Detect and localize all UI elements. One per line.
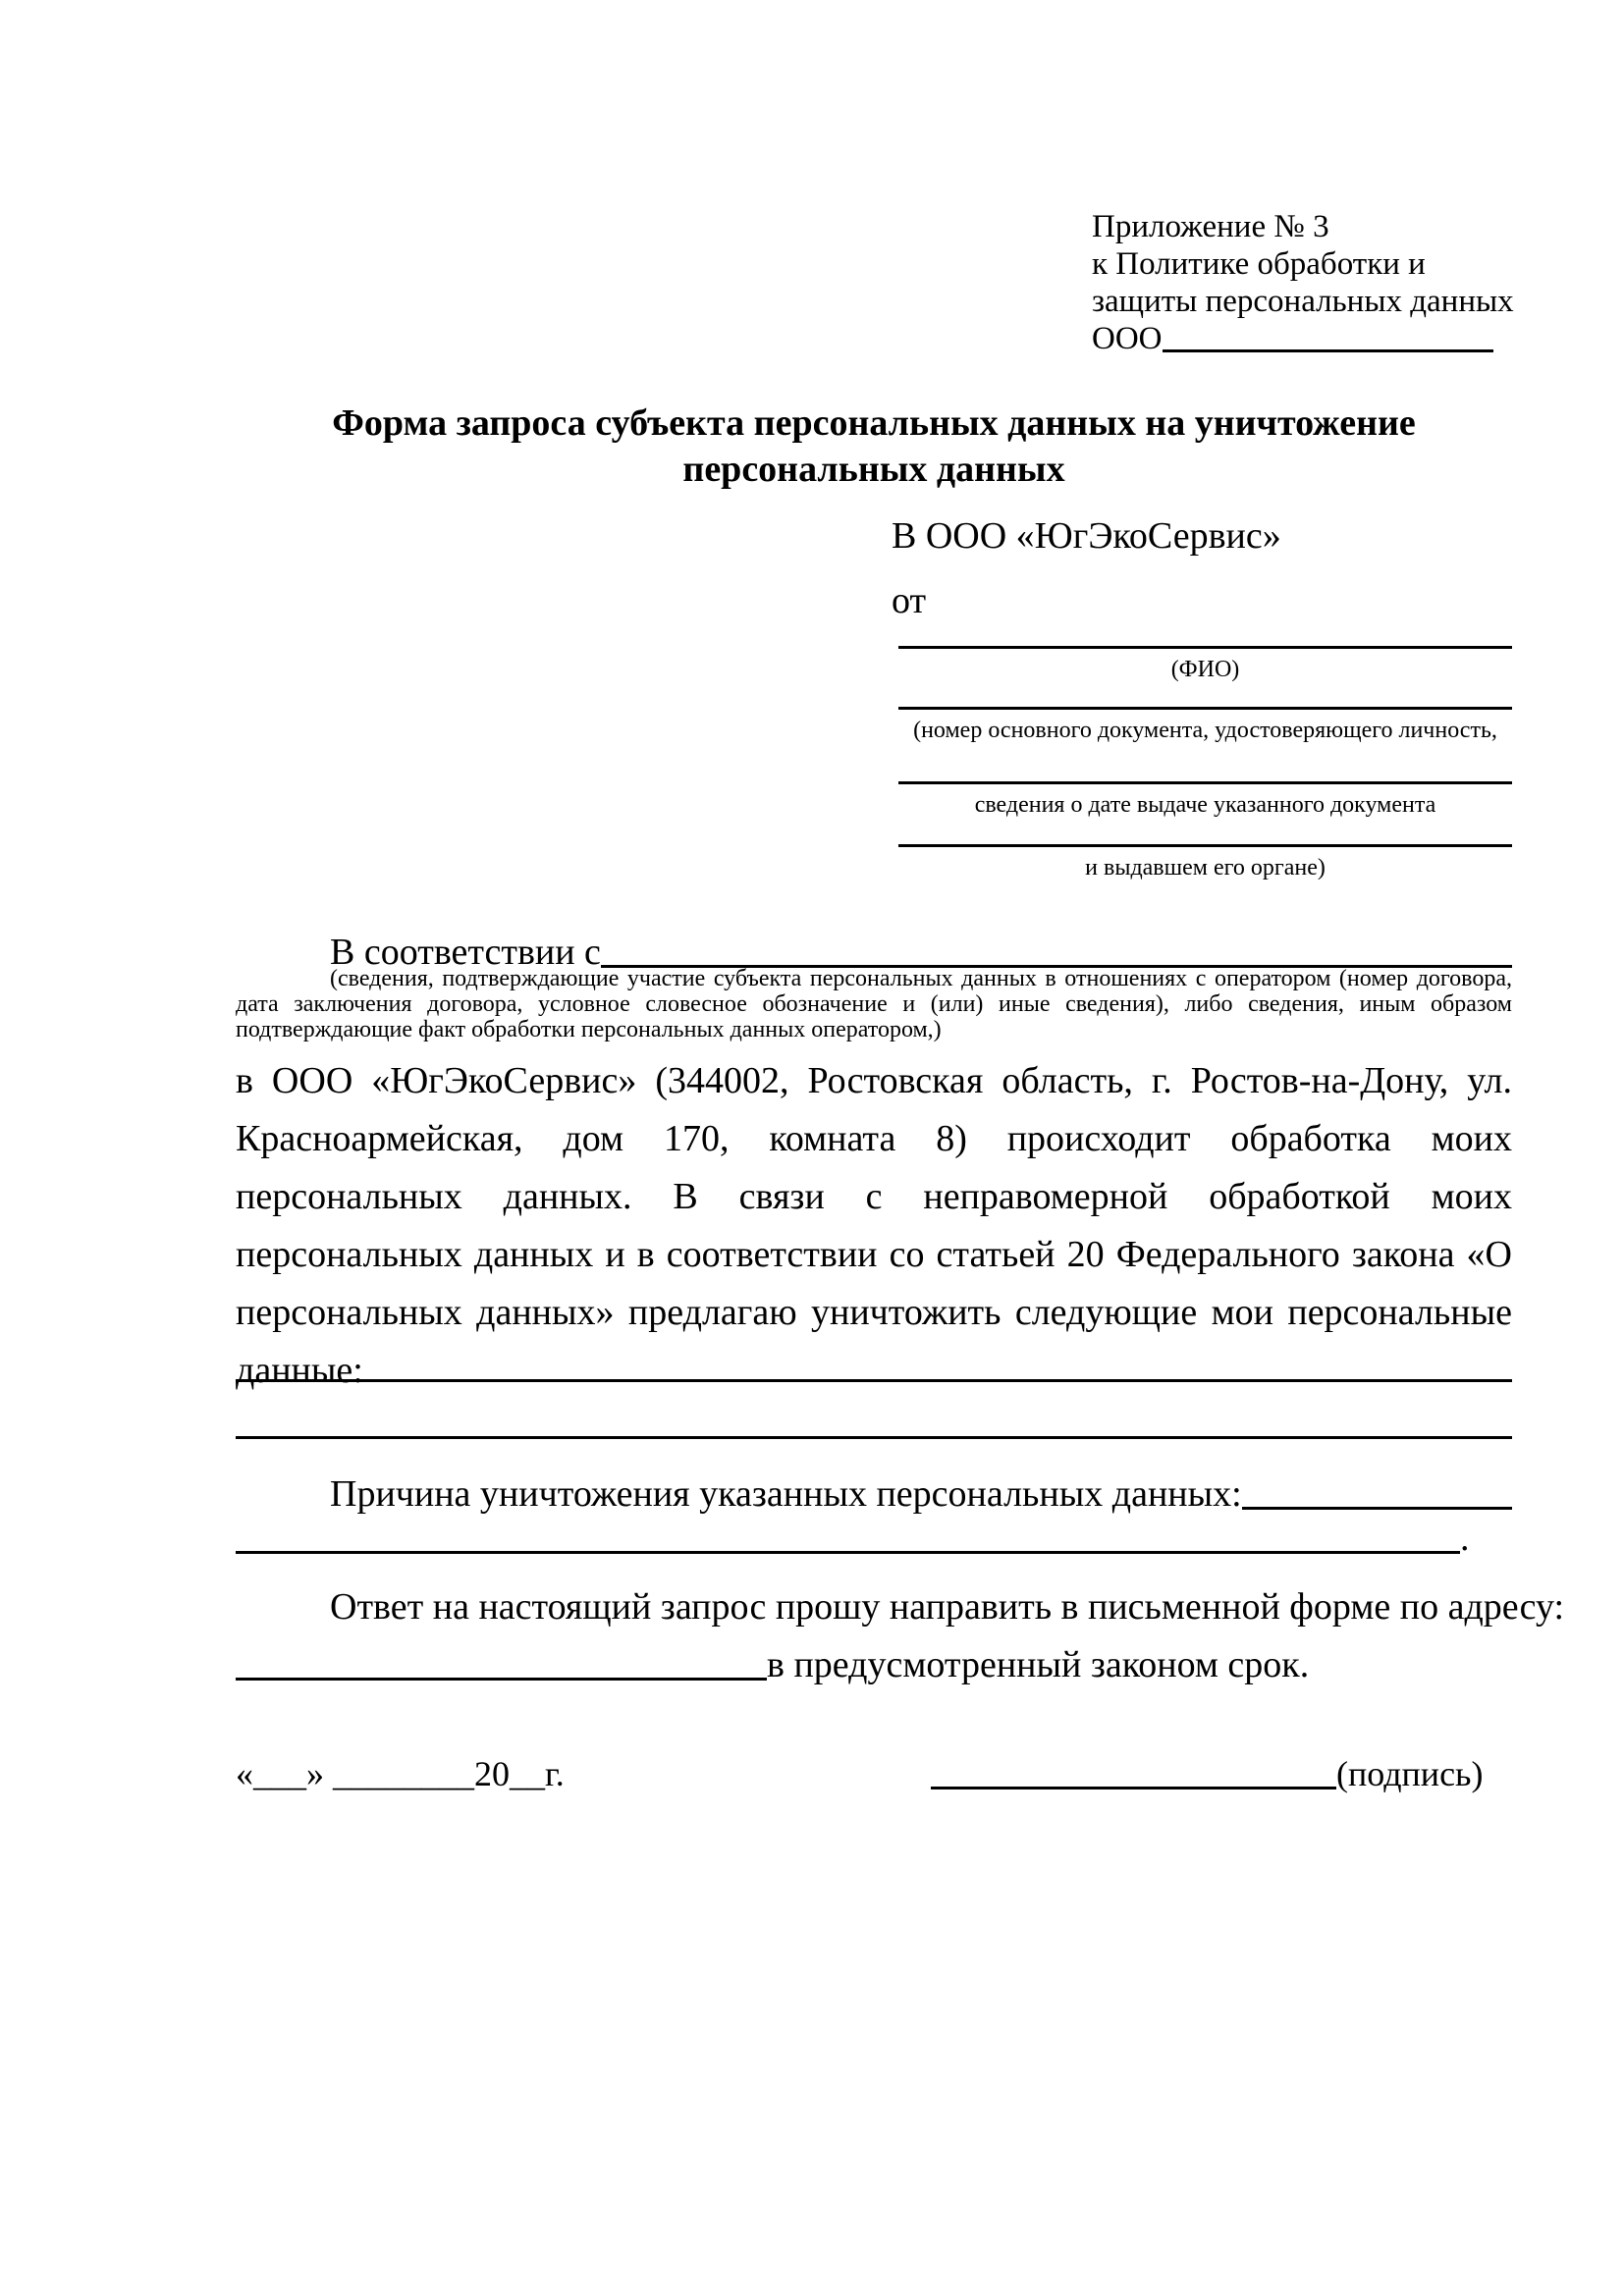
signature-line <box>931 1752 1490 1795</box>
date-line: «___» ________20__г. <box>236 1754 565 1793</box>
company-prefix: ООО <box>1092 321 1163 356</box>
fio-blank-line <box>898 646 1512 649</box>
addressee-to: В ООО «ЮгЭкоСервис» <box>892 515 1281 557</box>
appendix-company-line <box>1092 320 1514 357</box>
response-address-line <box>236 1643 1512 1686</box>
issue-date-blank-line <box>898 781 1512 784</box>
appendix-number: Приложение № 3 <box>1092 209 1329 244</box>
reason-blank-line-2 <box>236 1551 1460 1554</box>
document-number-caption: (номер основного документа, удостоверяющего личность, <box>913 718 1497 743</box>
reason-period: . <box>1460 1518 1470 1559</box>
fio-caption: (ФИО) <box>1170 657 1240 682</box>
personal-data-blank-line-1 <box>236 1379 1512 1382</box>
appendix-header <box>1092 208 1514 357</box>
response-address-blank <box>236 1678 767 1681</box>
issuing-authority-blank-line <box>898 844 1512 847</box>
accordance-fine-print: (сведения, подтверждающие участие субъекта персональных данных в отношениях с оператором (номер договора, дата заключения договора, условное словесное обозначение и (или) иные сведения), либо сведения, иным образом подтверждающие факт обработки персональных данных оператором,) <box>236 966 1512 1042</box>
document-number-blank-line <box>898 707 1512 710</box>
addressee-from: от <box>892 580 927 621</box>
personal-data-blank-line-2 <box>236 1436 1512 1439</box>
accordance-lead: В соответствии с <box>330 932 601 973</box>
document-title: Форма запроса субъекта персональных данных на уничтожение персональных данных <box>332 402 1416 490</box>
appendix-policy-line2: защиты персональных данных <box>1092 284 1514 319</box>
reason-blank-line <box>1242 1507 1512 1510</box>
body-paragraph: в ООО «ЮгЭкоСервис» (344002, Ростовская область, г. Ростов-на-Дону, ул. Красноармейская, дом 170, комната 8) происходит обработка моих персональных данных. В связи с неправомерной обработкой моих персональных данных и в соответствии со статьей 20 Федерального закона «О персональных данных» предлагаю уничтожить следующие мои персональные данные: <box>236 1060 1512 1391</box>
appendix-policy-line1: к Политике обработки и <box>1092 246 1426 282</box>
reason-line <box>236 1472 1512 1516</box>
signature-blank <box>931 1787 1336 1789</box>
reason-continuation-line <box>236 1517 1512 1560</box>
response-request-line: Ответ на настоящий запрос прошу направить в письменной форме по адресу: <box>330 1586 1565 1628</box>
response-suffix: в предусмотренный законом срок. <box>767 1644 1310 1685</box>
issue-date-caption: сведения о дате выдаче указанного документа <box>974 792 1436 818</box>
reason-label: Причина уничтожения указанных персональных данных: <box>330 1473 1242 1515</box>
issuing-authority-caption: и выдавшем его органе) <box>1085 855 1326 881</box>
company-name-blank <box>1163 349 1493 352</box>
signature-caption: (подпись) <box>1336 1754 1484 1793</box>
